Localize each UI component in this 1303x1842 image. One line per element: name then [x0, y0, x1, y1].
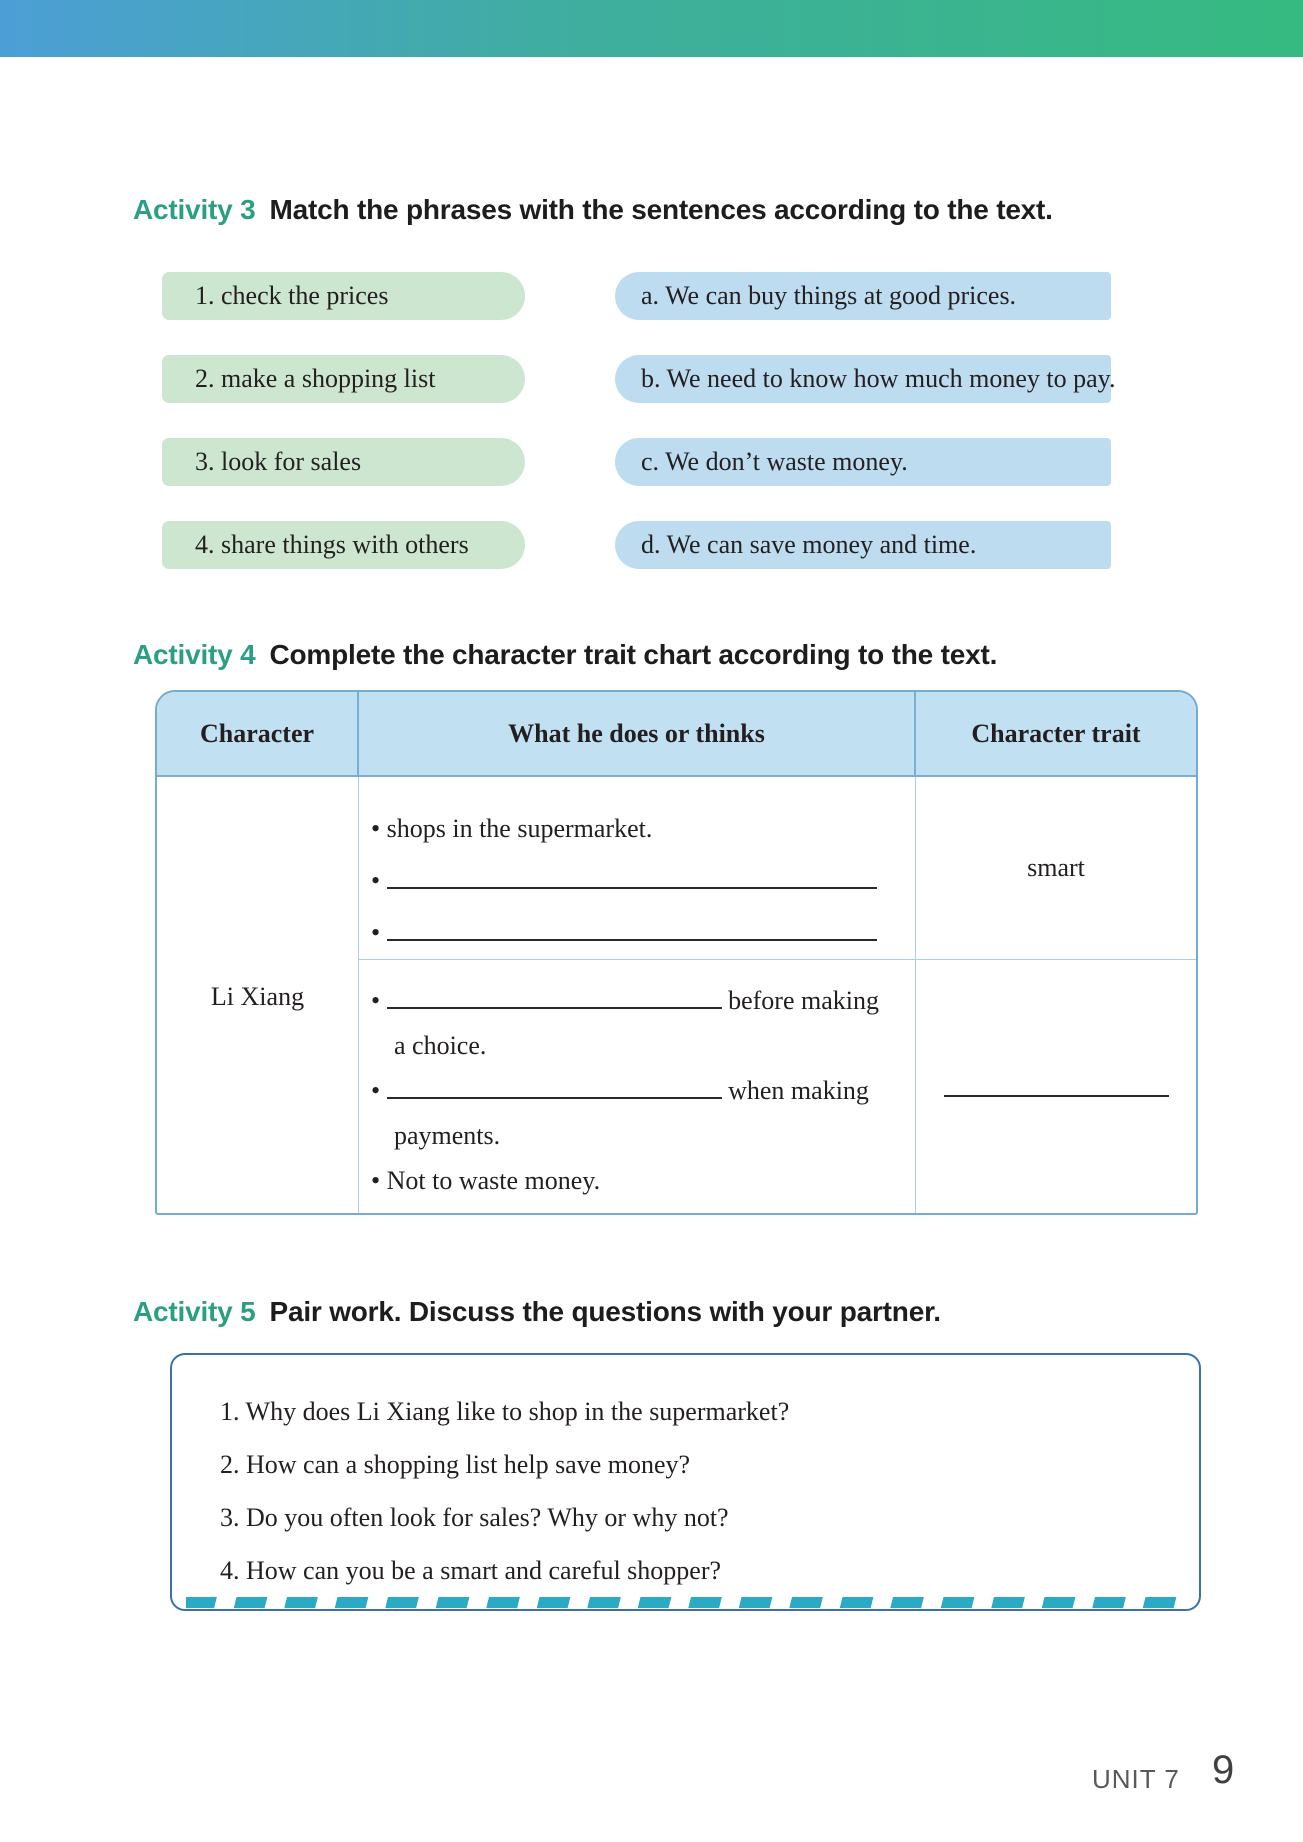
- activity5-label: Activity 5: [133, 1296, 256, 1327]
- fill-blank-line: [944, 1080, 1169, 1097]
- discussion-question-4: 4. How can you be a smart and careful shopper?: [220, 1556, 722, 1585]
- phrase-pill-2: 2. make a shopping list: [162, 355, 525, 403]
- trait-cell-row2: [916, 960, 1196, 1215]
- discussion-question-2: 2. How can a shopping list help save money?: [220, 1450, 691, 1479]
- trait-cell-row1: smart: [916, 777, 1196, 960]
- bullet-text: when making: [728, 1076, 869, 1105]
- discussion-question-1: 1. Why does Li Xiang like to shop in the supermarket?: [220, 1397, 790, 1426]
- bullet-text: before making: [728, 986, 879, 1015]
- sentence-pill-d: d. We can save money and time.: [615, 521, 1111, 569]
- column-header-character: Character: [157, 692, 359, 775]
- character-trait-table: [155, 690, 1198, 1215]
- sentence-pill-b: b. We need to know how much money to pay.: [615, 355, 1111, 403]
- bullet-item: [371, 978, 915, 1023]
- bullet-item: [371, 1158, 915, 1203]
- dashed-border-decoration: [186, 1597, 1185, 1608]
- activity5-heading: [133, 1296, 941, 1328]
- match-row: [0, 355, 1303, 403]
- phrase-pill-4: 4. share things with others: [162, 521, 525, 569]
- phrase-pill-1: 1. check the prices: [162, 272, 525, 320]
- bullet-item: [371, 803, 915, 855]
- column-header-does: What he does or thinks: [359, 692, 916, 775]
- sentence-pill-a: a. We can buy things at good prices.: [615, 272, 1111, 320]
- activity4-title: Complete the character trait chart according to the text.: [269, 639, 998, 670]
- match-row: [0, 272, 1303, 320]
- bullet-item: [371, 855, 915, 907]
- discussion-question-3: 3. Do you often look for sales? Why or why not?: [220, 1503, 729, 1532]
- activity3-label: Activity 3: [133, 194, 256, 225]
- fill-blank-line: [387, 914, 877, 941]
- fill-blank-line: [387, 1072, 722, 1099]
- does-cell-row2: [359, 960, 916, 1215]
- match-row: [0, 438, 1303, 486]
- activity4-label: Activity 4: [133, 639, 256, 670]
- bullet-item: [371, 907, 915, 959]
- match-row: [0, 521, 1303, 569]
- page-number: 9: [1212, 1748, 1235, 1792]
- bullet-continuation: payments.: [394, 1121, 501, 1150]
- bullet-text: Not to waste money.: [386, 1166, 601, 1195]
- table-header-row: [157, 692, 1196, 777]
- unit-label: UNIT 7: [1092, 1764, 1180, 1794]
- discussion-questions-box: [170, 1353, 1201, 1611]
- fill-blank-line: [387, 862, 877, 889]
- sentence-pill-c: c. We don’t waste money.: [615, 438, 1111, 486]
- activity3-heading: [133, 194, 1053, 226]
- phrase-pill-3: 3. look for sales: [162, 438, 525, 486]
- bullet-text: shops in the supermarket.: [386, 814, 653, 843]
- character-cell: Li Xiang: [157, 777, 359, 1215]
- activity4-heading: [133, 639, 997, 671]
- bullet-item: [371, 1068, 915, 1113]
- does-cell-row1: [359, 777, 916, 960]
- column-header-trait: Character trait: [971, 718, 1141, 748]
- fill-blank-line: [387, 982, 722, 1009]
- header-gradient-bar: [0, 0, 1303, 57]
- activity3-title: Match the phrases with the sentences according to the text.: [269, 194, 1053, 225]
- bullet-continuation: a choice.: [394, 1031, 487, 1060]
- activity5-title: Pair work. Discuss the questions with your partner.: [269, 1296, 941, 1327]
